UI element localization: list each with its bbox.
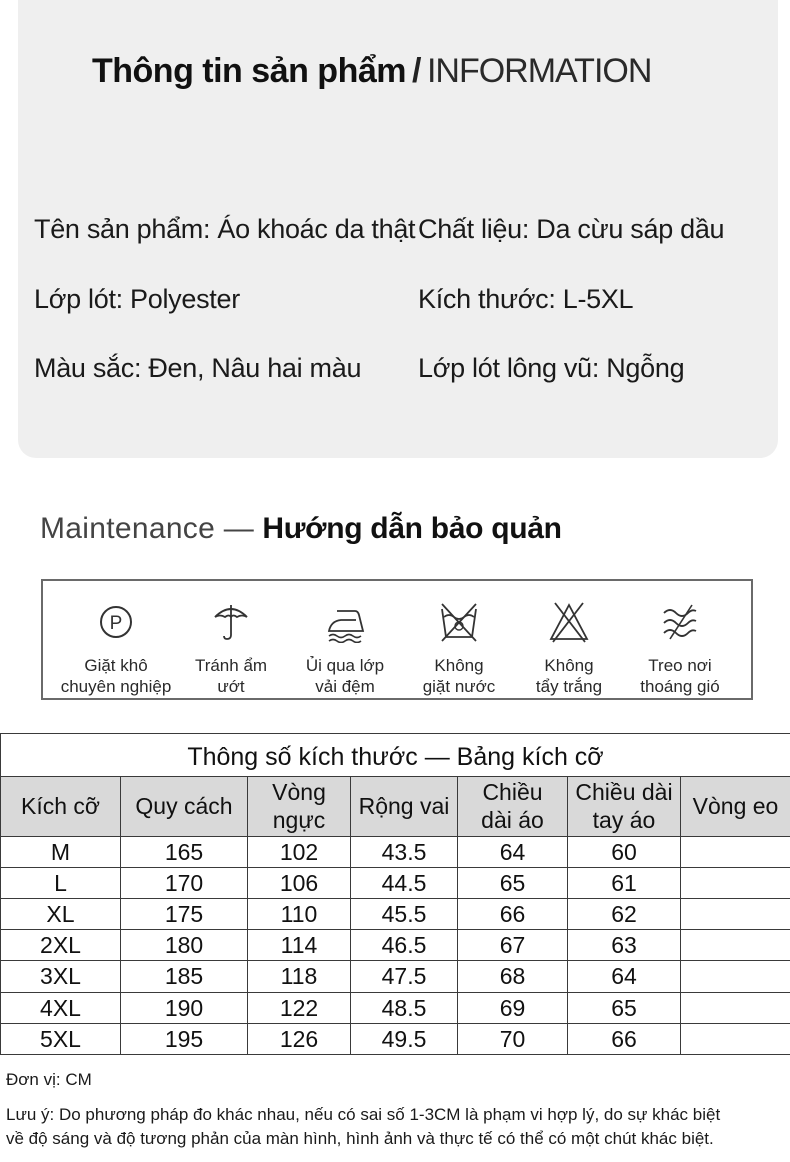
cell-waist xyxy=(681,930,790,961)
header-length xyxy=(458,777,568,836)
wind-icon xyxy=(660,601,700,643)
care-label-avoid-moisture: Tránh ẩm ướt xyxy=(194,656,268,696)
cell-spec: 185 xyxy=(121,961,248,992)
care-label-ventilated: Treo nơi thoáng gió xyxy=(640,656,720,696)
cell-size: 3XL xyxy=(1,961,121,992)
header-waist-label: Vòng eo xyxy=(692,793,779,820)
care-label-dry-clean: Giặt khô chuyên nghiệp xyxy=(60,656,172,696)
header-shoulder-label: Rộng vai xyxy=(358,793,450,820)
cell-sleeve: 60 xyxy=(568,836,681,867)
cell-shoulder: 44.5 xyxy=(351,867,458,898)
header-chest xyxy=(248,777,351,836)
care-item-dry-clean xyxy=(57,581,175,698)
cell-spec: 165 xyxy=(121,836,248,867)
cell-sleeve: 62 xyxy=(568,899,681,930)
note-line-1: Lưu ý: Do phương pháp đo khác nhau, nếu có sai số 1-3CM là phạm vi hợp lý, do sự khác biệt xyxy=(6,1105,721,1124)
cell-sleeve: 65 xyxy=(568,992,681,1023)
table-row xyxy=(1,992,790,1023)
info-title-separator: / xyxy=(411,52,421,90)
cell-shoulder: 45.5 xyxy=(351,899,458,930)
measurement-note xyxy=(6,1103,790,1151)
cell-waist xyxy=(681,836,790,867)
cell-length: 66 xyxy=(458,899,568,930)
cell-chest: 114 xyxy=(248,930,351,961)
care-label-no-bleach: Không tẩy trắng xyxy=(535,656,603,696)
cell-sleeve: 66 xyxy=(568,1023,681,1054)
cell-size: L xyxy=(1,867,121,898)
header-chest-label-2: ngực xyxy=(272,807,326,834)
header-sleeve-label-1: Chiều dài xyxy=(575,779,673,806)
info-title-en: INFORMATION xyxy=(426,52,652,90)
table-row xyxy=(1,930,790,961)
info-lining: Lớp lót: Polyester xyxy=(34,284,240,314)
info-color: Màu sắc: Đen, Nâu hai màu xyxy=(34,353,362,383)
care-item-avoid-moisture xyxy=(172,581,290,698)
header-length-label-2: dài áo xyxy=(481,807,544,834)
cell-waist xyxy=(681,1023,790,1054)
care-item-iron xyxy=(286,581,404,698)
size-table-caption: Thông số kích thước — Bảng kích cỡ xyxy=(1,734,790,777)
iron-icon xyxy=(325,601,365,643)
cell-size: 4XL xyxy=(1,992,121,1023)
cell-sleeve: 63 xyxy=(568,930,681,961)
header-chest-label-1: Vòng xyxy=(272,779,326,806)
care-item-no-wash xyxy=(400,581,518,698)
table-row xyxy=(1,836,790,867)
product-info-card xyxy=(18,0,778,458)
info-material: Chất liệu: Da cừu sáp dầu xyxy=(418,214,725,244)
cell-chest: 126 xyxy=(248,1023,351,1054)
note-line-2: về độ sáng và độ tương phản của màn hình, hình ảnh và thực tế có thể có một chút khác biệt. xyxy=(6,1129,714,1148)
dry-clean-p-icon xyxy=(96,601,136,643)
cell-length: 69 xyxy=(458,992,568,1023)
cell-length: 70 xyxy=(458,1023,568,1054)
care-item-ventilated xyxy=(621,581,739,698)
cell-waist xyxy=(681,867,790,898)
cell-spec: 170 xyxy=(121,867,248,898)
cell-chest: 118 xyxy=(248,961,351,992)
maintenance-title xyxy=(40,512,562,546)
header-size xyxy=(1,777,121,836)
cell-waist xyxy=(681,992,790,1023)
cell-chest: 110 xyxy=(248,899,351,930)
cell-sleeve: 64 xyxy=(568,961,681,992)
cell-shoulder: 43.5 xyxy=(351,836,458,867)
header-shoulder xyxy=(351,777,458,836)
unit-label: Đơn vị: CM xyxy=(6,1070,92,1089)
cell-waist xyxy=(681,961,790,992)
header-size-label: Kích cỡ xyxy=(21,793,100,820)
cell-chest: 122 xyxy=(248,992,351,1023)
cell-chest: 102 xyxy=(248,836,351,867)
cell-shoulder: 46.5 xyxy=(351,930,458,961)
header-sleeve-label-2: tay áo xyxy=(592,807,656,834)
cell-length: 68 xyxy=(458,961,568,992)
info-product-name: Tên sản phẩm: Áo khoác da thật xyxy=(34,214,416,244)
size-table-caption-row xyxy=(1,734,790,777)
info-down-lining: Lớp lót lông vũ: Ngỗng xyxy=(418,353,685,383)
no-bleach-icon xyxy=(549,601,589,643)
cell-length: 64 xyxy=(458,836,568,867)
cell-spec: 190 xyxy=(121,992,248,1023)
care-instructions-box xyxy=(41,579,753,700)
no-wash-icon xyxy=(439,601,479,643)
info-size-range: Kích thước: L-5XL xyxy=(418,284,634,314)
size-table-header-row xyxy=(1,777,790,836)
cell-sleeve: 61 xyxy=(568,867,681,898)
cell-size: M xyxy=(1,836,121,867)
cell-spec: 195 xyxy=(121,1023,248,1054)
header-sleeve xyxy=(568,777,681,836)
cell-waist xyxy=(681,899,790,930)
cell-shoulder: 49.5 xyxy=(351,1023,458,1054)
header-spec xyxy=(121,777,248,836)
cell-size: 2XL xyxy=(1,930,121,961)
care-item-no-bleach xyxy=(510,581,628,698)
svg-text:P: P xyxy=(109,613,123,634)
cell-size: XL xyxy=(1,899,121,930)
header-length-label-1: Chiều xyxy=(482,779,543,806)
cell-shoulder: 47.5 xyxy=(351,961,458,992)
umbrella-icon xyxy=(211,601,251,643)
info-title xyxy=(92,52,651,91)
cell-spec: 180 xyxy=(121,930,248,961)
cell-chest: 106 xyxy=(248,867,351,898)
care-label-no-wash: Không giặt nước xyxy=(422,656,496,696)
cell-spec: 175 xyxy=(121,899,248,930)
table-row xyxy=(1,961,790,992)
maintenance-title-en: Maintenance — xyxy=(40,512,255,545)
size-table xyxy=(0,733,790,1055)
cell-length: 65 xyxy=(458,867,568,898)
cell-size: 5XL xyxy=(1,1023,121,1054)
cell-length: 67 xyxy=(458,930,568,961)
table-row xyxy=(1,899,790,930)
header-spec-label: Quy cách xyxy=(135,793,233,820)
table-row xyxy=(1,1023,790,1054)
maintenance-title-vn: Hướng dẫn bảo quản xyxy=(262,512,562,545)
table-row xyxy=(1,867,790,898)
cell-shoulder: 48.5 xyxy=(351,992,458,1023)
header-waist xyxy=(681,777,790,836)
info-title-vn: Thông tin sản phẩm xyxy=(92,52,406,90)
care-label-iron: Ủi qua lớp vải đệm xyxy=(305,656,385,696)
